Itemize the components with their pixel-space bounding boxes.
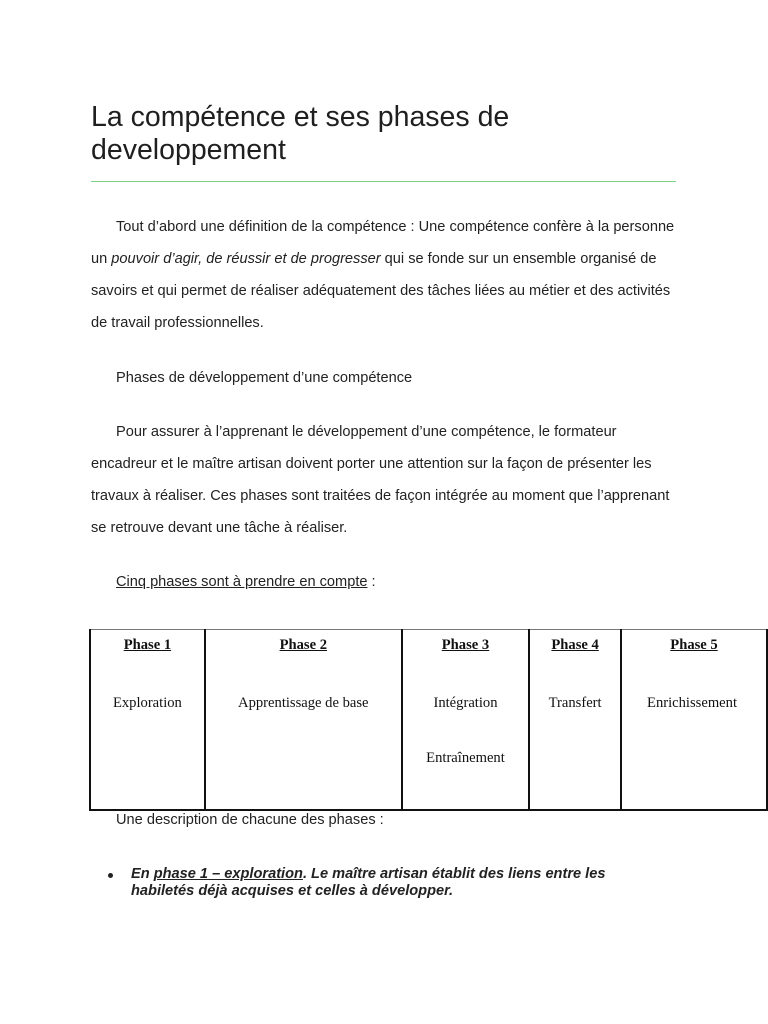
phase-1-name: Exploration — [112, 694, 182, 711]
five-phases-line — [116, 572, 376, 592]
phase-3-header: Phase 3 — [402, 630, 529, 675]
phase-3-name: Intégration — [433, 694, 498, 711]
bullet-rest: . Le maître artisan établit des liens entre les habiletés déjà acquises et celles à développer. — [131, 866, 606, 899]
phases-table — [89, 629, 768, 811]
bullet-dot-icon — [108, 873, 113, 878]
bullet-text — [131, 866, 651, 899]
phase-2-cell — [205, 675, 402, 810]
phase-2-name: Apprentissage de base — [238, 694, 369, 711]
phases-heading: Phases de développement d’une compétence — [116, 370, 413, 386]
intro-text-part2: qui se fonde sur un ensemble organisé de savoirs et qui permet de réaliser adéquatement des tâches liées au métier et des activités de travail professionnelles. — [91, 251, 671, 331]
five-phases-suffix: : — [367, 574, 376, 590]
bullet-prefix: En — [131, 866, 154, 882]
phases-body-row — [90, 675, 767, 810]
phase-3-cell — [402, 675, 529, 810]
bullet-phase-link: phase 1 – exploration — [153, 866, 303, 882]
phases-header-row — [90, 630, 767, 675]
phase-1-header: Phase 1 — [90, 630, 205, 675]
intro-italic-phrase: pouvoir d’agir, de réussir et de progresser — [111, 251, 381, 267]
title-divider — [91, 181, 676, 182]
phase-5-header: Phase 5 — [621, 630, 767, 675]
phase-4-name: Transfert — [548, 694, 602, 711]
document-title: La compétence et ses phases de developpement — [91, 101, 510, 166]
formateur-paragraph: Pour assurer à l’apprenant le développement d’une compétence, le formateur encadreur et le maître artisan doivent porter une attention sur la façon de présenter les travaux à réaliser. Ces phases sont traitées de façon intégrée au moment que l’apprenant se retrouve devant une tâche à réaliser. — [91, 424, 670, 536]
phase-5-name: Enrichissement — [647, 694, 738, 711]
phase-1-cell — [90, 675, 205, 810]
intro-paragraph — [91, 211, 683, 339]
phase-5-cell — [621, 675, 767, 810]
phase-3-subname: Entraînement — [426, 749, 505, 766]
phase-4-cell — [529, 675, 621, 810]
phase-4-header: Phase 4 — [529, 630, 621, 675]
five-phases-label: Cinq phases sont à prendre en compte — [116, 574, 368, 590]
intro-text-part1: Tout d’abord une définition de la compétence : Une compétence confère à la personne un — [91, 219, 675, 267]
description-intro: Une description de chacune des phases : — [116, 812, 384, 828]
phase-2-header: Phase 2 — [205, 630, 402, 675]
